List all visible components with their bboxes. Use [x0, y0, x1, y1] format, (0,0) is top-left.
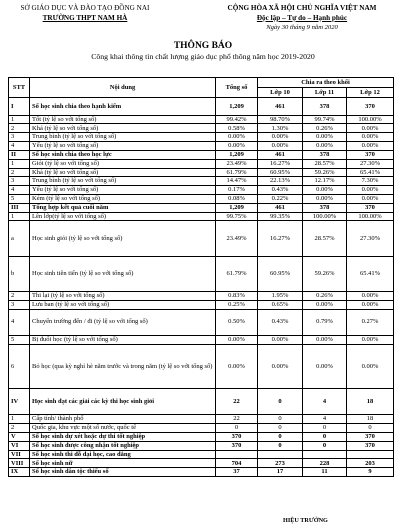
row-stt: 1 [9, 115, 30, 124]
row-grade-10: 0.00% [258, 142, 303, 151]
row-grade-10: 60.95% [258, 168, 303, 177]
row-grade-11: 0.00% [303, 344, 347, 388]
row-stt: VII [9, 450, 30, 459]
row-grade-12: 203 [347, 459, 394, 468]
row-grade-10: 0.65% [258, 300, 303, 309]
table-row [9, 142, 394, 151]
table-row [9, 186, 394, 195]
row-stt: VI [9, 441, 30, 450]
row-grade-10: 0 [258, 441, 303, 450]
row-label: Yếu (tỷ lệ so với tổng số) [30, 142, 216, 151]
row-grade-10: 461 [258, 203, 303, 212]
row-total: 1,209 [216, 203, 258, 212]
row-stt: IV [9, 388, 30, 414]
row-grade-10: 98.70% [258, 115, 303, 124]
header-grade-group: Chia ra theo khối [258, 78, 394, 88]
row-stt: 2 [9, 168, 30, 177]
row-grade-11: 28.57% [303, 159, 347, 168]
row-grade-10: 99.35% [258, 212, 303, 221]
row-stt: IX [9, 468, 30, 477]
table-row [9, 424, 394, 433]
row-grade-10: 0 [258, 424, 303, 433]
row-total: 23.49% [216, 221, 258, 256]
row-grade-11: 28.57% [303, 221, 347, 256]
row-grade-12: 370 [347, 432, 394, 441]
row-stt: 6 [9, 344, 30, 388]
row-grade-12: 7.30% [347, 177, 394, 186]
row-total: 61.79% [216, 168, 258, 177]
row-grade-11: 0.00% [303, 300, 347, 309]
row-grade-11: 0 [303, 424, 347, 433]
row-grade-10: 0.00% [258, 344, 303, 388]
row-grade-12: 370 [347, 441, 394, 450]
row-grade-10: 273 [258, 459, 303, 468]
row-label: Trung bình (tỷ lệ so với tổng số) [30, 177, 216, 186]
table-row [9, 159, 394, 168]
row-grade-12: 0.00% [347, 291, 394, 300]
table-row [9, 388, 394, 414]
row-total: 370 [216, 432, 258, 441]
row-grade-12: 0.00% [347, 133, 394, 142]
row-grade-11: 0.26% [303, 124, 347, 133]
table-row [9, 441, 394, 450]
row-stt: 4 [9, 309, 30, 335]
row-grade-11: 378 [303, 98, 347, 116]
table-row [9, 212, 394, 221]
row-grade-10: 0.00% [258, 335, 303, 344]
row-grade-12: 0.00% [347, 194, 394, 203]
row-grade-11: 4 [303, 415, 347, 424]
row-label: Chuyển trường đến / đi (tỷ lệ so với tổng số) [30, 309, 216, 335]
row-grade-10: 0 [258, 432, 303, 441]
row-label: Giỏi (tỷ lệ so với tổng số) [30, 159, 216, 168]
row-grade-12: 0 [347, 424, 394, 433]
row-label: Tổng hợp kết quả cuối năm [30, 203, 216, 212]
header-total: Tổng số [216, 78, 258, 98]
row-label: Tốt (tỷ lệ so với tổng số) [30, 115, 216, 124]
header-stt: STT [9, 78, 30, 98]
row-grade-12: 370 [347, 203, 394, 212]
row-label: Lên lớp(tỷ lệ so với tổng số) [30, 212, 216, 221]
row-label: Bị đuổi học (tỷ lệ so với tổng số) [30, 335, 216, 344]
row-total: 99.42% [216, 115, 258, 124]
row-grade-10: 0 [258, 415, 303, 424]
row-grade-10: 60.95% [258, 256, 303, 291]
header-grade-11: Lớp 11 [303, 88, 347, 98]
table-row [9, 300, 394, 309]
row-grade-10: 0 [258, 388, 303, 414]
row-grade-11: 378 [303, 203, 347, 212]
row-stt: 1 [9, 159, 30, 168]
row-stt: 3 [9, 300, 30, 309]
row-stt: 2 [9, 124, 30, 133]
row-grade-12: 9 [347, 468, 394, 477]
row-stt: 1 [9, 212, 30, 221]
row-total: 0.25% [216, 300, 258, 309]
row-grade-10: 0.00% [258, 133, 303, 142]
table-row [9, 335, 394, 344]
row-grade-11: 4 [303, 388, 347, 414]
row-total: 0 [216, 424, 258, 433]
row-grade-11: 0.00% [303, 335, 347, 344]
row-total: 1,209 [216, 98, 258, 116]
department-name: SỞ GIÁO DỤC VÀ ĐÀO TẠO ĐỒNG NAI [20, 4, 150, 12]
row-label: Khá (tỷ lệ so với tổng số) [30, 124, 216, 133]
national-header [198, 4, 406, 33]
row-grade-10: 1.95% [258, 291, 303, 300]
row-stt: 2 [9, 424, 30, 433]
row-grade-12: 65.41% [347, 168, 394, 177]
row-grade-10: 0.22% [258, 194, 303, 203]
row-grade-11: 11 [303, 468, 347, 477]
national-motto: Độc lập – Tự do – Hạnh phúc [256, 13, 348, 22]
row-grade-10: 16.27% [258, 159, 303, 168]
row-grade-10 [258, 450, 303, 459]
row-total: 1,209 [216, 150, 258, 159]
row-grade-12: 0.00% [347, 186, 394, 195]
table-row [9, 432, 394, 441]
row-stt: 5 [9, 194, 30, 203]
row-grade-12: 370 [347, 150, 394, 159]
row-grade-12: 0.27% [347, 309, 394, 335]
row-grade-11: 0 [303, 432, 347, 441]
document-date: Ngày 30 tháng 9 năm 2020 [266, 24, 338, 31]
row-stt: 2 [9, 291, 30, 300]
row-grade-10: 461 [258, 98, 303, 116]
row-label: Cấp tỉnh/ thành phố [30, 415, 216, 424]
table-row [9, 309, 394, 335]
row-stt: 3 [9, 177, 30, 186]
document-title: THÔNG BÁO [173, 41, 233, 51]
table-row [9, 203, 394, 212]
row-stt: V [9, 432, 30, 441]
row-grade-10: 17 [258, 468, 303, 477]
row-label: Số học sinh chia theo hạnh kiểm [30, 98, 216, 116]
table-row [9, 194, 394, 203]
row-label: Kém (tỷ lệ so với tổng số) [30, 194, 216, 203]
row-stt: III [9, 203, 30, 212]
row-total: 0.50% [216, 309, 258, 335]
header-grade-12: Lớp 12 [347, 88, 394, 98]
row-total: 704 [216, 459, 258, 468]
row-total: 0.17% [216, 186, 258, 195]
row-label: Yếu (tỷ lệ so với tổng số) [30, 186, 216, 195]
table-row [9, 150, 394, 159]
row-grade-11: 378 [303, 150, 347, 159]
row-grade-11: 0.00% [303, 133, 347, 142]
row-total: 22 [216, 415, 258, 424]
row-grade-12: 0.00% [347, 335, 394, 344]
school-name: TRƯỜNG THPT NAM HÀ [42, 13, 128, 22]
row-grade-12: 65.41% [347, 256, 394, 291]
row-stt: II [9, 150, 30, 159]
row-grade-11: 0.26% [303, 291, 347, 300]
table-row [9, 450, 394, 459]
row-total: 99.75% [216, 212, 258, 221]
row-grade-12: 0.00% [347, 124, 394, 133]
row-grade-10: 0.43% [258, 309, 303, 335]
row-grade-10: 16.27% [258, 221, 303, 256]
row-label: Học sinh giỏi (tỷ lệ so với tổng số) [30, 221, 216, 256]
table-row [9, 344, 394, 388]
row-grade-11: 228 [303, 459, 347, 468]
row-grade-11: 0 [303, 441, 347, 450]
row-total: 0.00% [216, 344, 258, 388]
row-grade-11: 59.26% [303, 168, 347, 177]
row-stt: 1 [9, 415, 30, 424]
row-grade-12: 27.30% [347, 159, 394, 168]
row-total: 0.00% [216, 142, 258, 151]
row-label: Số học sinh nữ [30, 459, 216, 468]
table-row [9, 221, 394, 256]
quality-table [8, 77, 394, 477]
row-label: Số học sinh thi đỗ đại học, cao đẳng [30, 450, 216, 459]
row-label: Khá (tỷ lệ so với tổng số) [30, 168, 216, 177]
table-row [9, 124, 394, 133]
row-total: 0.00% [216, 335, 258, 344]
signer-title: HIỆU TRƯỞNG [283, 517, 328, 524]
row-total: 370 [216, 441, 258, 450]
row-label: Số học sinh dự xét hoặc dự thi tốt nghiệp [30, 432, 216, 441]
row-total: 0.83% [216, 291, 258, 300]
row-label: Trung bình (tỷ lệ so với tổng số) [30, 133, 216, 142]
document-subtitle: Công khai thông tin chất lượng giáo dục phổ thông năm học 2019-2020 [91, 52, 315, 61]
table-row [9, 256, 394, 291]
table-row [9, 98, 394, 116]
table-row [9, 468, 394, 477]
row-total: 23.49% [216, 159, 258, 168]
table-row [9, 291, 394, 300]
row-grade-12: 18 [347, 388, 394, 414]
row-total: 0.08% [216, 194, 258, 203]
row-grade-11: 59.26% [303, 256, 347, 291]
row-grade-12: 18 [347, 415, 394, 424]
row-grade-12 [347, 450, 394, 459]
row-stt: 5 [9, 335, 30, 344]
row-grade-11: 0.00% [303, 142, 347, 151]
row-total: 22 [216, 388, 258, 414]
row-total: 37 [216, 468, 258, 477]
row-stt: 3 [9, 133, 30, 142]
row-total [216, 450, 258, 459]
row-grade-11 [303, 450, 347, 459]
row-label: Học sinh đạt các giải các kỳ thi học sinh giỏi [30, 388, 216, 414]
row-grade-12: 100.00% [347, 115, 394, 124]
row-grade-11: 0.79% [303, 309, 347, 335]
row-stt: a [9, 221, 30, 256]
row-grade-12: 0.00% [347, 142, 394, 151]
row-stt: 4 [9, 142, 30, 151]
row-grade-11: 100.00% [303, 212, 347, 221]
row-grade-10: 1.30% [258, 124, 303, 133]
row-total: 14.47% [216, 177, 258, 186]
agency-header [0, 4, 170, 23]
row-grade-12: 0.00% [347, 344, 394, 388]
row-stt: VIII [9, 459, 30, 468]
table-row [9, 133, 394, 142]
row-total: 0.00% [216, 133, 258, 142]
header-grade-10: Lớp 10 [258, 88, 303, 98]
header-content: Nội dung [30, 78, 216, 98]
row-grade-11: 12.17% [303, 177, 347, 186]
row-label: Thi lại (tỷ lệ so với tổng số) [30, 291, 216, 300]
row-grade-11: 0.00% [303, 186, 347, 195]
table-row [9, 459, 394, 468]
row-grade-12: 370 [347, 98, 394, 116]
row-label: Số học sinh được công nhận tốt nghiệp [30, 441, 216, 450]
row-label: Lưu ban (tỷ lệ so với tổng số) [30, 300, 216, 309]
row-stt: 4 [9, 186, 30, 195]
table-row [9, 168, 394, 177]
row-grade-11: 99.74% [303, 115, 347, 124]
row-total: 61.79% [216, 256, 258, 291]
country-name: CỘNG HÒA XÃ HỘI CHỦ NGHĨA VIỆT NAM [227, 4, 377, 12]
row-stt: I [9, 98, 30, 116]
row-grade-10: 22.13% [258, 177, 303, 186]
row-label: Số học sinh chia theo học lực [30, 150, 216, 159]
row-label: Bỏ học (qua kỳ nghỉ hè năm trước và trong năm (tỷ lệ so với tổng số) [30, 344, 216, 388]
row-grade-10: 461 [258, 150, 303, 159]
row-total: 0.58% [216, 124, 258, 133]
row-grade-12: 27.30% [347, 221, 394, 256]
row-stt: b [9, 256, 30, 291]
row-label: Số học sinh dân tộc thiểu số [30, 468, 216, 477]
row-grade-11: 0.00% [303, 194, 347, 203]
row-label: Học sinh tiên tiến (tỷ lệ so với tổng số) [30, 256, 216, 291]
table-row [9, 115, 394, 124]
row-label: Quốc gia, khu vực một số nước, quốc tế [30, 424, 216, 433]
row-grade-12: 100.00% [347, 212, 394, 221]
row-grade-10: 0.43% [258, 186, 303, 195]
row-grade-12: 0.00% [347, 300, 394, 309]
table-row [9, 415, 394, 424]
table-row [9, 177, 394, 186]
